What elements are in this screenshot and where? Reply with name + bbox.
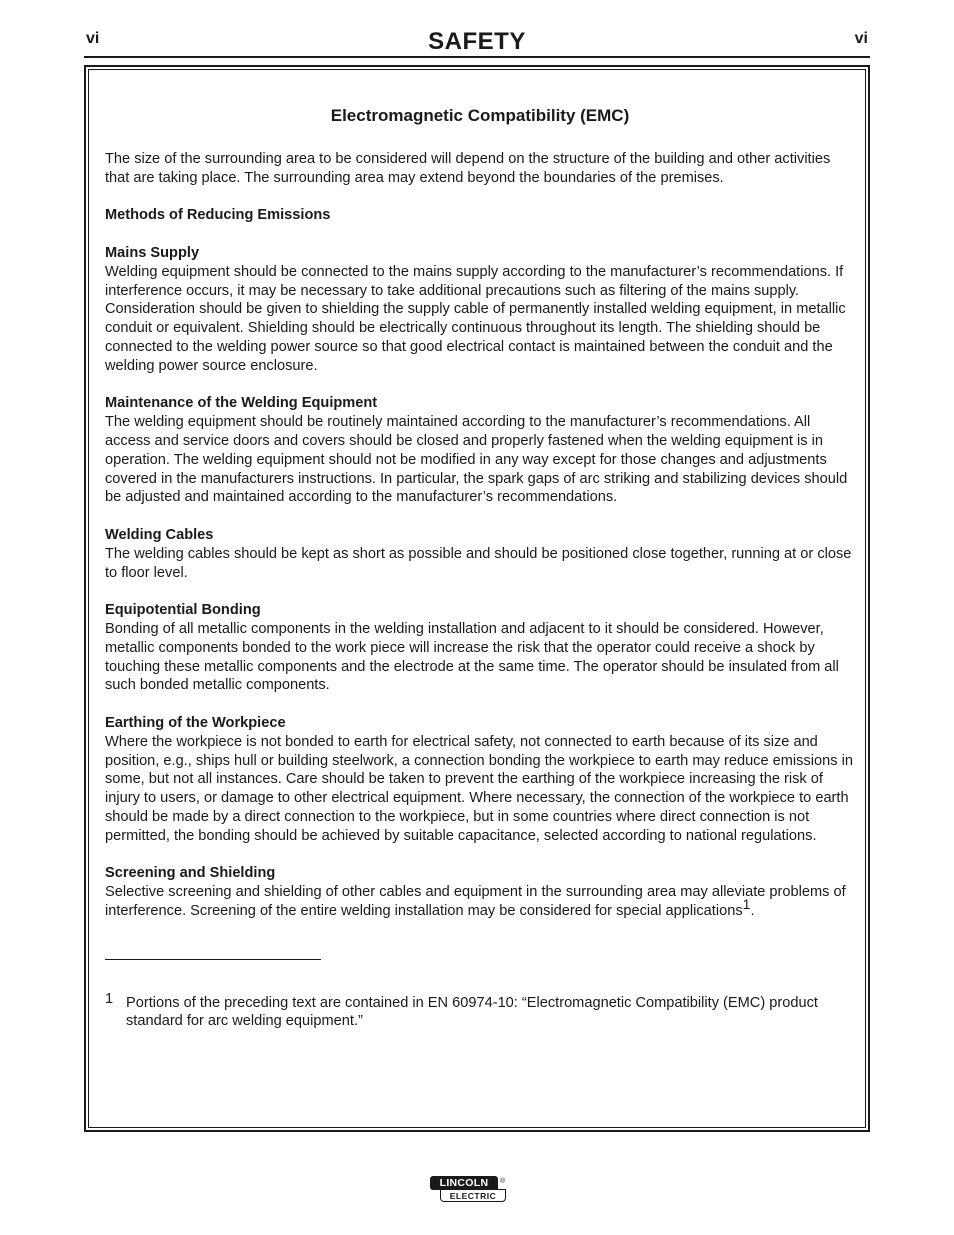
equipotential-bonding-text: Bonding of all metallic components in the welding installation and adjacent to it should be considered. However, metallic components bonded to the work piece will increase the risk that the operator could receive a shock by touching these metallic components and the electrode at the same time. The operator should be insulated from all such bonded metallic components. — [105, 620, 839, 694]
screening-heading: Screening and Shielding — [105, 865, 276, 882]
mains-supply-heading: Mains Supply — [105, 244, 200, 261]
screening-end: . — [750, 902, 755, 919]
screening-block — [105, 864, 855, 920]
mains-supply-block — [105, 244, 855, 376]
logo-line2: ELECTRIC — [440, 1189, 506, 1202]
page-number-right: vi — [854, 30, 868, 47]
title-rule — [84, 56, 870, 58]
mains-supply-text: Welding equipment should be connected to the mains supply according to the manufacturer’s recommendations. If interference occurs, it may be necessary to take additional precautions such as filtering of the mains supply. Consideration should be given to shielding the supply cable of permanently installed welding equipment, in metallic conduit or equivalent. Shielding should be electrically continuous throughout its length. The shielding should be connected to the welding power source so that good electrical contact is maintained between the conduit and the welding power source enclosure. — [105, 263, 846, 374]
logo-line1: LINCOLN — [430, 1176, 498, 1190]
equipotential-bonding-block — [105, 601, 855, 695]
earthing-text: Where the workpiece is not bonded to earth for electrical safety, not connected to earth because of its size and position, e.g., ships hull or building steelwork, a connection bonding the workpiece to earth may reduce emissions in some, but not all instances. Care should be taken to prevent the earthing of the workpiece increasing the risk of injury to users, or damage to other electrical equipment. Where necessary, the connection of the workpiece to earth should be made by a direct connection to the workpiece, but in some countries where direct connection is not permitted, the bonding should be achieved by suitable capacitance, selected according to national regulations. — [105, 733, 853, 844]
footnote-text: Portions of the preceding text are contained in EN 60974-10: “Electromagnetic Compatibility (EMC) product standard for arc welding equipment.” — [126, 994, 818, 1030]
content-frame — [84, 65, 870, 1132]
maintenance-text: The welding equipment should be routinely maintained according to the manufacturer’s recommendations. All access and service doors and covers should be closed and properly fastened when the welding equipment is in operation. The welding equipment should not be modified in any way except for those changes and adjustments covered in the manufacturers instructions. In particular, the spark gaps of arc striking and stabilizing devices should be adjusted and maintained according to the manufacturer’s recommendations. — [105, 414, 848, 506]
lincoln-electric-logo — [430, 1176, 508, 1204]
content-body — [105, 106, 855, 1031]
earthing-heading: Earthing of the Workpiece — [105, 714, 286, 731]
intro-paragraph: The size of the surrounding area to be considered will depend on the structure of the building and other activities that are taking place. The surrounding area may extend beyond the boundaries of the premises. — [105, 151, 831, 186]
maintenance-block — [105, 394, 855, 507]
footnote — [105, 990, 855, 1032]
screening-text: Selective screening and shielding of other cables and equipment in the surrounding area may alleviate problems of interference. Screening of the entire welding installation may be considered for special applications — [105, 884, 846, 919]
welding-cables-block — [105, 526, 855, 582]
earthing-block — [105, 714, 855, 846]
maintenance-heading: Maintenance of the Welding Equipment — [105, 395, 378, 412]
page-number-left: vi — [86, 30, 100, 47]
logo-registered-mark: ® — [500, 1178, 506, 1185]
welding-cables-heading: Welding Cables — [105, 526, 214, 543]
methods-heading: Methods of Reducing Emissions — [105, 207, 331, 224]
page-title: SAFETY — [428, 28, 526, 55]
footnote-reference: 1 — [742, 895, 751, 912]
section-heading: Electromagnetic Compatibility (EMC) — [330, 106, 630, 125]
equipotential-bonding-heading: Equipotential Bonding — [105, 602, 261, 619]
content-frame-inner — [88, 69, 866, 1128]
welding-cables-text: The welding cables should be kept as short as possible and should be positioned close together, running at or close to floor level. — [105, 545, 852, 581]
footnote-number: 1 — [105, 990, 114, 1007]
footnote-rule — [105, 959, 321, 960]
